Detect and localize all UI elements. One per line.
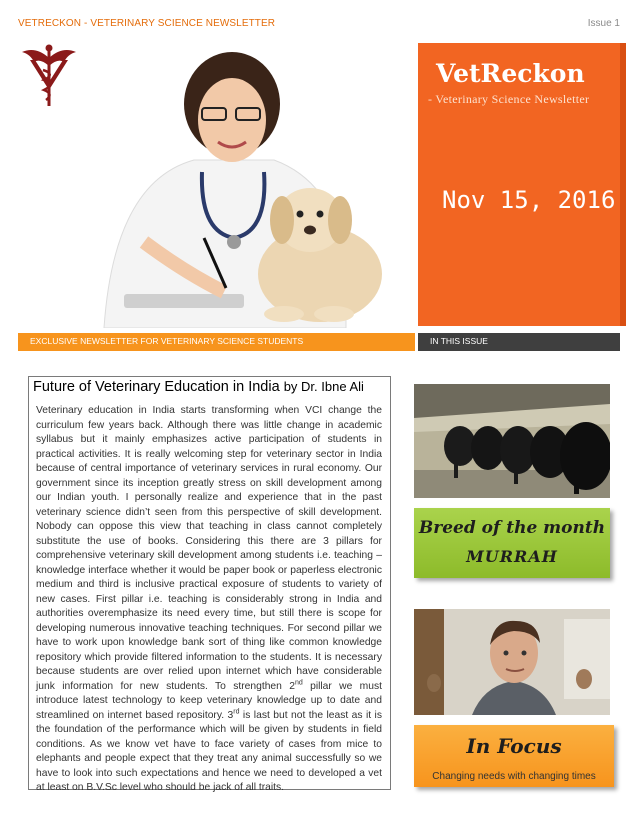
superscript-rd: rd xyxy=(233,708,240,716)
student-portrait-photo xyxy=(414,609,610,715)
breed-of-month-box[interactable] xyxy=(414,508,610,578)
veterinary-logo-icon xyxy=(18,42,80,108)
in-focus-label: In Focus xyxy=(466,734,562,758)
tagline-text: EXCLUSIVE NEWSLETTER FOR VETERINARY SCIENCE STUDENTS xyxy=(30,336,304,346)
breed-of-month-label: Breed of the month xyxy=(418,518,606,538)
issue-number: Issue 1 xyxy=(587,18,620,29)
brand-title: VetReckon xyxy=(436,59,585,88)
tagline-bar xyxy=(18,333,415,351)
article-title: Future of Veterinary Education in India xyxy=(33,379,280,395)
murrah-buffalo-photo xyxy=(414,384,610,498)
article-body-part-1: Veterinary education in India starts transforming when VCI change the curriculum few years back. Although there was little change in academic syllabus but it mainly emphasizes active participation of students in practical activities. It is really welcoming step for veterinary sector in India because of central importance of veterinary services in rural economy. Our government since its inception greatly stress on skill development among our Indian youth. I personally realize and experience that in the past veterinary science didn’t seen from this perspective of skill development. Nobody can oppose this view that teaching in class cannot completely substitute the use of books. Considering this there are 3 pillars for comprehensive veterinary skill development among students i.e. teaching – knowledge interface whether it would be paper book or paperless electronic medium and third is inclusive practical exposure of students to variety of new cases. First pillar i.e. teaching is considerably strong in India and authorities overemphasize its need every time, but still there is scope for developing numerous innovative teaching techniques. For second pillar we have to work upon knowledge bank sort of thing like common knowledge repository which provide filtered information to the students. It is necessary because students are over relied upon internet which have considerable junk information for new students. To strengthen 2 xyxy=(36,405,382,692)
superscript-nd: nd xyxy=(294,679,303,687)
masthead-box xyxy=(418,43,620,326)
article-box xyxy=(28,376,391,793)
article-body-part-2: pillar we must introduce latest technology to keep veterinary knowledge up to date and streamlined on internet based repository. 3 xyxy=(36,680,382,721)
article-body-part-3: is last but not the least as it is the foundation of the performance which will be given by students in field conditions. As we know vet have to face variety of cases from mice to elephants and people expect that they treat any animal successfully so we have to look into such expectations and hence we need to developed a vet at least on B.V.Sc level who should be jack of all traits. xyxy=(36,709,382,793)
vet-with-puppy-photo xyxy=(84,42,404,328)
in-focus-box[interactable] xyxy=(414,725,614,787)
issue-date: Nov 15, 2016 xyxy=(442,186,616,214)
breed-name: MURRAH xyxy=(466,547,558,566)
in-focus-subtitle: Changing needs with changing times xyxy=(432,771,596,782)
newsletter-header-title: VETRECKON - VETERINARY SCIENCE NEWSLETTER xyxy=(18,18,276,29)
brand-subtitle: - Veterinary Science Newsletter xyxy=(428,92,590,106)
article-title-line xyxy=(33,379,364,395)
in-this-issue-label: IN THIS ISSUE xyxy=(430,336,488,346)
in-this-issue-bar xyxy=(418,333,620,351)
article-byline: by Dr. Ibne Ali xyxy=(283,379,364,394)
article-body xyxy=(36,404,382,796)
